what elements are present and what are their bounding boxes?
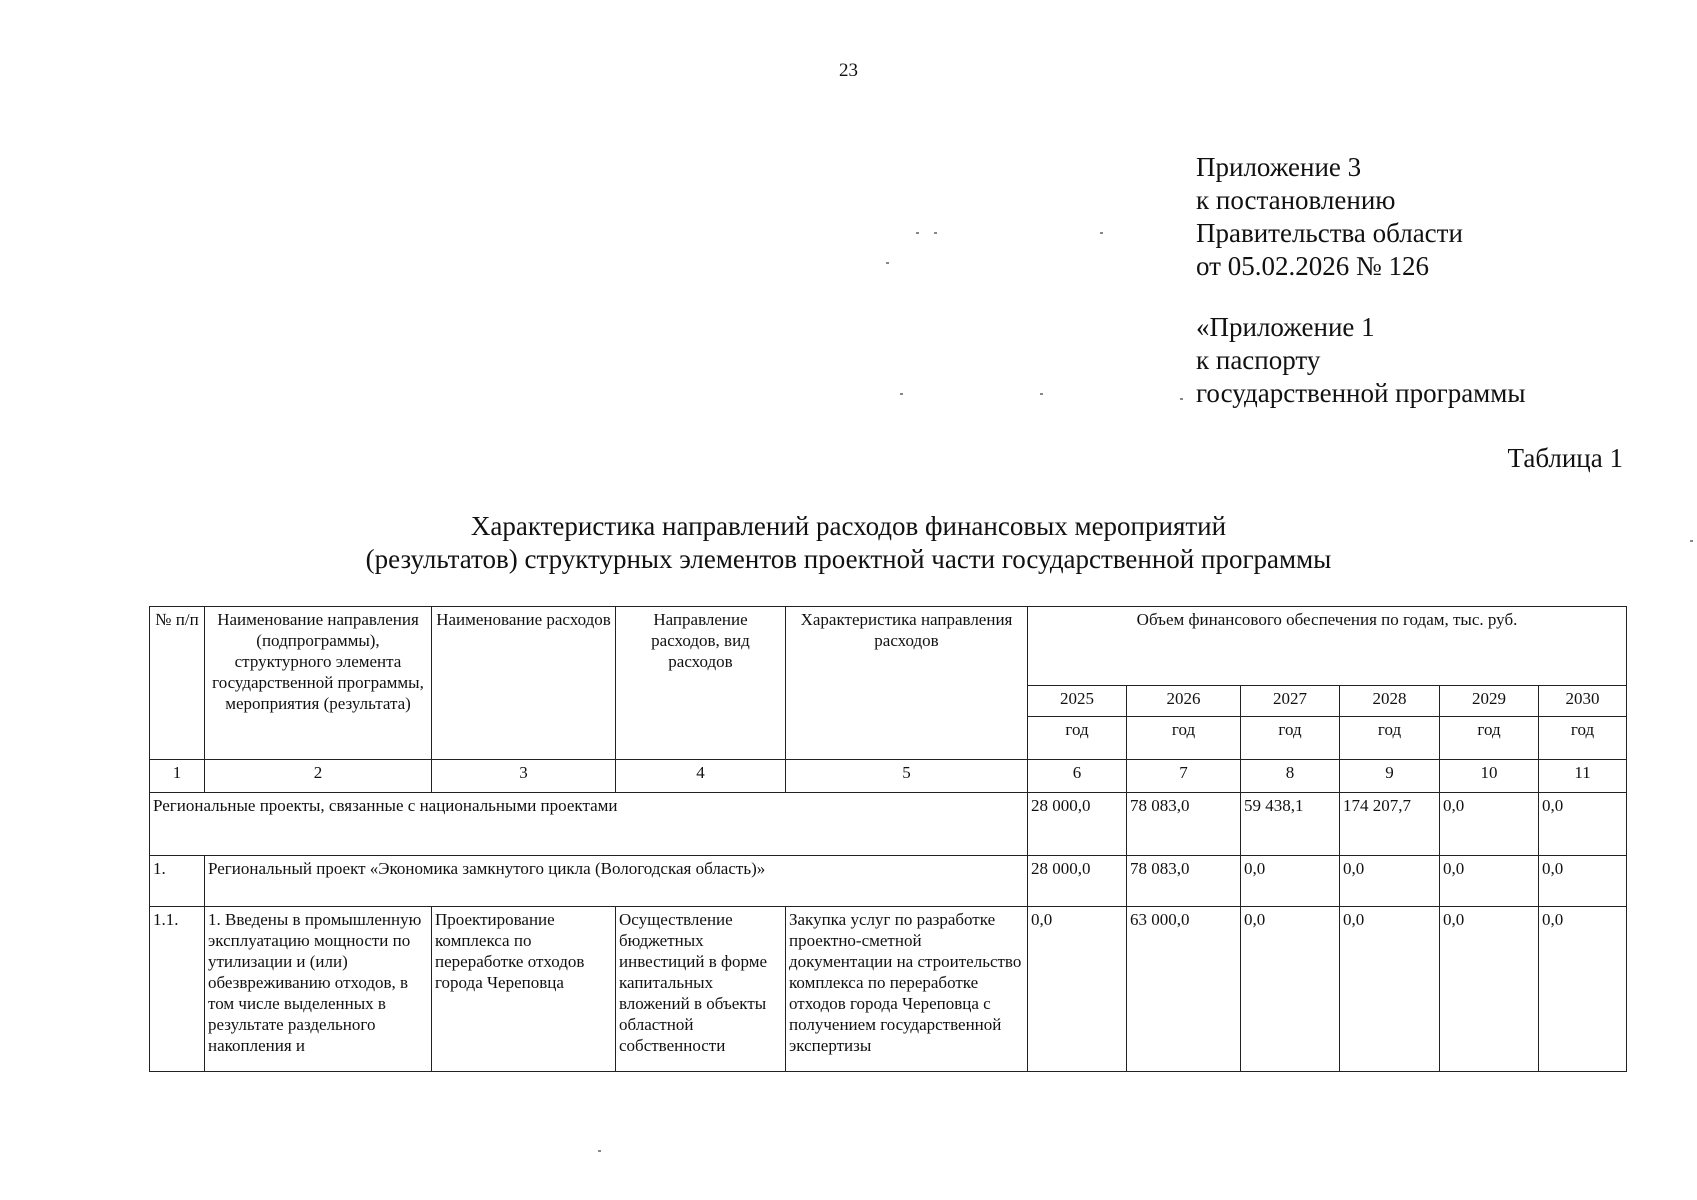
value-cell: 0,0 [1539,907,1627,1072]
header-year-unit: год [1340,717,1440,760]
annex-line: Правительства области [1196,218,1463,248]
header-expense-name: Наименование расходов [432,607,616,760]
column-number: 11 [1539,760,1627,793]
scan-speck [886,262,889,264]
annex-line: государственной программы [1196,378,1526,408]
value-cell: 59 438,1 [1241,793,1340,856]
item-name: 1. Введены в промышленную эксплуатацию мощности по утилизации и (или) обезвреживанию отходов, в том числе выделенных в результате раздельного накопления и [205,907,432,1072]
value-cell: 0,0 [1440,907,1539,1072]
header-year: 2025 [1028,686,1127,717]
header-volume: Объем финансового обеспечения по годам, тыс. руб. [1028,607,1627,686]
document-title [0,510,1697,576]
scan-speck [1180,398,1183,400]
title-line: Характеристика направлений расходов финансовых мероприятий [470,511,1227,541]
row-number: 1. [150,856,205,907]
column-number: 4 [616,760,786,793]
column-number: 10 [1440,760,1539,793]
row-label-project: Региональный проект «Экономика замкнутого цикла (Вологодская область)» [205,856,1028,907]
header-year-unit: год [1028,717,1127,760]
row-label-total: Региональные проекты, связанные с национальными проектами [150,793,1028,856]
header-num: № п/п [150,607,205,760]
value-cell: 28 000,0 [1028,793,1127,856]
annex-line: от 05.02.2026 № 126 [1196,251,1429,281]
header-direction: Направление расходов, вид расходов [616,607,786,760]
annex-line: к постановлению [1196,185,1396,215]
value-cell: 0,0 [1028,907,1127,1072]
value-cell: 0,0 [1539,793,1627,856]
header-year-unit: год [1241,717,1340,760]
column-number: 3 [432,760,616,793]
scan-speck [1100,232,1103,234]
scan-speck [934,232,937,234]
column-number: 5 [786,760,1028,793]
value-cell: 0,0 [1539,856,1627,907]
value-cell: 0,0 [1440,856,1539,907]
scan-speck [916,232,919,234]
header-year: 2029 [1440,686,1539,717]
column-number: 9 [1340,760,1440,793]
item-direction: Осуществление бюджетных инвестиций в форме капитальных вложений в объекты областной собственности [616,907,786,1072]
scan-speck [900,393,903,395]
header-year-unit: год [1440,717,1539,760]
value-cell: 0,0 [1440,793,1539,856]
value-cell: 0,0 [1340,856,1440,907]
value-cell: 0,0 [1340,907,1440,1072]
page-number: 23 [839,60,858,81]
value-cell: 0,0 [1241,907,1340,1072]
table-label: Таблица 1 [1507,443,1623,473]
header-year-unit: год [1127,717,1241,760]
scan-speck [1690,540,1693,542]
column-number: 1 [150,760,205,793]
column-number: 2 [205,760,432,793]
table-row [150,793,1627,856]
column-number: 7 [1127,760,1241,793]
scan-speck [1040,393,1043,395]
table-row [150,907,1627,1072]
value-cell: 174 207,7 [1340,793,1440,856]
column-number: 6 [1028,760,1127,793]
row-number: 1.1. [150,907,205,1072]
item-characteristic: Закупка услуг по разработке проектно-сметной документации на строительство комплекса по переработке отходов города Череповца с получением государственной экспертизы [786,907,1028,1072]
table-row [150,856,1627,907]
header-year-unit: год [1539,717,1627,760]
header-year: 2027 [1241,686,1340,717]
header-year: 2026 [1127,686,1241,717]
title-line: (результатов) структурных элементов проектной части государственной программы [365,544,1332,574]
value-cell: 0,0 [1241,856,1340,907]
value-cell: 78 083,0 [1127,856,1241,907]
header-characteristic: Характеристика направления расходов [786,607,1028,760]
scan-speck [598,1150,601,1152]
annex-line: к паспорту [1196,345,1321,375]
annex-block [1196,151,1526,410]
annex-line: Приложение 3 [1196,152,1362,182]
annex-line: «Приложение 1 [1196,312,1375,342]
header-year: 2028 [1340,686,1440,717]
header-year: 2030 [1539,686,1627,717]
value-cell: 63 000,0 [1127,907,1241,1072]
header-name: Наименование направления (подпрограммы), структурного элемента государственной программы, мероприятия (результата) [205,607,432,760]
financing-table [149,606,1627,1072]
value-cell: 28 000,0 [1028,856,1127,907]
value-cell: 78 083,0 [1127,793,1241,856]
item-expense-name: Проектирование комплекса по переработке отходов города Череповца [432,907,616,1072]
column-number: 8 [1241,760,1340,793]
